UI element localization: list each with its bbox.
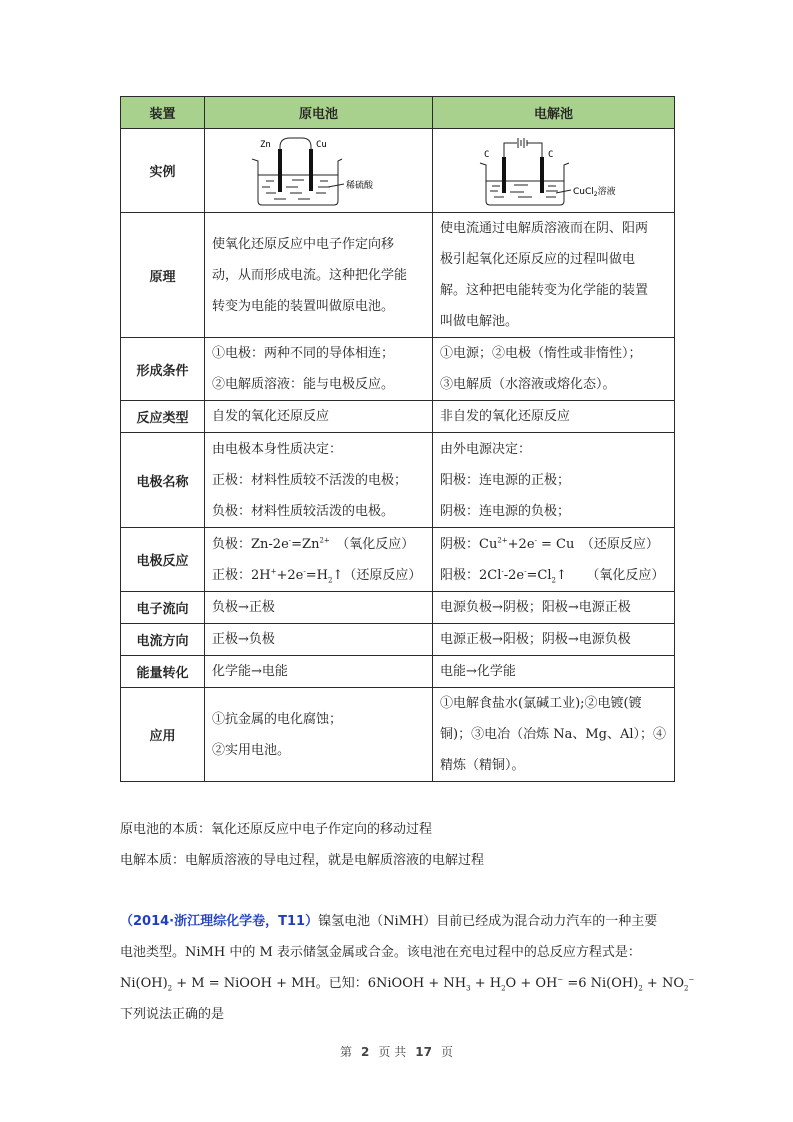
text-line: 精炼（精铜）。 xyxy=(440,758,525,773)
text-line: ②电解质溶液：能与电极反应。 xyxy=(212,377,395,392)
table-row-electrode-names xyxy=(121,433,675,528)
beaker xyxy=(480,163,569,205)
question-source: （2014·浙江理综化学卷，T11） xyxy=(120,914,319,929)
row-label: 电极名称 xyxy=(121,433,205,528)
header-galvanic-cell: 原电池 xyxy=(205,97,433,129)
row-label: 能量转化 xyxy=(121,656,205,688)
text-span: 镍氢电池（NiMH）目前已经成为混合动力汽车的一种主要 xyxy=(318,914,658,929)
footer-text: 第 xyxy=(340,1045,353,1059)
galvanic-electrode-names xyxy=(205,433,433,528)
text-line: 阴极：连电源的负极； xyxy=(440,503,571,519)
text-line: ③电解质（水溶液或熔化态）。 xyxy=(440,377,616,392)
row-label: 电流方向 xyxy=(121,624,205,656)
table-row-electron-flow xyxy=(121,592,675,624)
table-header-row xyxy=(121,97,675,129)
cu-label: Cu xyxy=(315,139,327,150)
text-line: 负极：材料性质较活泼的电极。 xyxy=(212,503,395,519)
header-device: 装置 xyxy=(121,97,205,129)
zn-label: Zn xyxy=(259,139,271,150)
cathode-reaction: 正极：$2H^++2e^-=H_2↑$（还原反应） xyxy=(212,567,422,585)
electrolysis-essence-note: 电解本质：电解质溶液的导电过程，就是电解质溶液的电解过程 xyxy=(120,853,485,868)
electrolytic-electrode-names xyxy=(433,433,675,528)
text-line: 解。这种把电能转变为化学能的装置 xyxy=(440,283,649,298)
row-label: 原理 xyxy=(121,213,205,338)
wire xyxy=(280,138,311,157)
footer-text: 页 xyxy=(440,1045,453,1059)
table-row-reaction-type xyxy=(121,401,675,433)
anode-reaction: 阳极：$2Cl^--2e^-=Cl_2↑$ （氧化反应） xyxy=(440,567,665,585)
electrolyte-label: 稀硫酸 xyxy=(345,180,373,191)
page-footer xyxy=(0,1043,793,1060)
galvanic-cell-illustration xyxy=(244,135,394,207)
galvanic-electrode-reactions xyxy=(205,528,433,592)
header-electrolytic-cell: 电解池 xyxy=(433,97,675,129)
text-line: 使氧化还原反应中电子作定向移 xyxy=(212,236,395,252)
text-line: 由电极本身性质决定： xyxy=(212,441,343,457)
question-line-2: 电池类型。NiMH 中的 M 表示储氢金属或合金。该电池在充电过程中的总反应方程式是： xyxy=(120,945,641,960)
electrolytic-electron-flow: 电源负极→阴极；阳极→电源正极 xyxy=(433,592,675,624)
anode-reaction: 负极：$Zn-2e^-=Zn^{2+}$ （氧化反应） xyxy=(212,536,415,552)
electrolytic-conditions xyxy=(433,338,675,401)
electrolytic-electrode-reactions xyxy=(433,528,675,592)
electrolytic-energy-conversion: 电能→化学能 xyxy=(433,656,675,688)
text-line: ②实用电池。 xyxy=(212,742,291,758)
page-number: 2 xyxy=(361,1045,370,1059)
row-label: 电子流向 xyxy=(121,592,205,624)
solution-lines xyxy=(262,180,344,199)
table-row-current-direction xyxy=(121,624,675,656)
galvanic-cell-diagram xyxy=(205,129,433,213)
comparison-table xyxy=(120,96,675,782)
footer-text: 页 共 xyxy=(378,1045,407,1059)
electrolytic-applications xyxy=(433,688,675,782)
text-line: 阳极：连电源的正极； xyxy=(440,472,571,488)
text-line: 使电流通过电解质溶液而在阴、阳两 xyxy=(440,221,649,236)
question-prompt: 下列说法正确的是 xyxy=(120,1007,225,1022)
row-label: 应用 xyxy=(121,688,205,782)
galvanic-current-direction: 正极→负极 xyxy=(205,624,433,656)
text-line: 动，从而形成电流。这种把化学能 xyxy=(212,267,408,283)
galvanic-energy-conversion: 化学能→电能 xyxy=(205,656,433,688)
zn-electrode xyxy=(278,149,282,192)
electrolytic-cell-illustration xyxy=(474,135,634,207)
table-row-conditions xyxy=(121,338,675,401)
electrolyte-label: CuCl$_2$溶液 xyxy=(572,186,616,198)
text-line: ①电极：两种不同的导体相连； xyxy=(212,346,395,361)
text-line: ①抗金属的电化腐蚀； xyxy=(212,711,343,727)
left-carbon-electrode xyxy=(502,157,506,193)
galvanic-essence-note: 原电池的本质：氧化还原反应中电子作定向的移动过程 xyxy=(120,822,433,837)
row-label: 电极反应 xyxy=(121,528,205,592)
text-line: ①电解食盐水(氯碱工业);②电镀(镀 xyxy=(440,696,642,711)
table-row-electrode-reactions xyxy=(121,528,675,592)
galvanic-reaction-type: 自发的氧化还原反应 xyxy=(205,401,433,433)
text-line: 铜)；③电冶（冶炼 Na、Mg、Al）；④ xyxy=(440,727,667,742)
row-label: 实例 xyxy=(121,129,205,213)
electrolytic-cell-diagram xyxy=(433,129,675,213)
text-line: 极引起氧化还原反应的过程叫做电 xyxy=(440,252,636,267)
row-label: 形成条件 xyxy=(121,338,205,401)
electrolytic-principle xyxy=(433,213,675,338)
total-pages: 17 xyxy=(415,1045,432,1059)
right-carbon-electrode xyxy=(540,157,544,193)
left-c-label: C xyxy=(483,149,489,160)
question-equation: $Ni(OH)_2 + M$ = NiOOH + MH。已知：6NiOOH + $NH_3 + H_2O + OH^- =6$ $Ni(OH)_2 + NO_2^-$ xyxy=(120,975,695,993)
galvanic-principle xyxy=(205,213,433,338)
table-row-principle xyxy=(121,213,675,338)
text-line: 叫做电解池。 xyxy=(440,314,519,329)
table-row-applications xyxy=(121,688,675,782)
cathode-reaction: 阴极：$Cu^{2+}+2e^- = Cu$ （还原反应） xyxy=(440,536,659,552)
beaker xyxy=(252,159,342,205)
galvanic-electron-flow: 负极→正极 xyxy=(205,592,433,624)
text-line: ①电源；②电极（惰性或非惰性）； xyxy=(440,346,642,361)
table-row-energy-conversion xyxy=(121,656,675,688)
electrolytic-current-direction: 电源正极→阳极；阴极→电源负极 xyxy=(433,624,675,656)
electrolytic-reaction-type: 非自发的氧化还原反应 xyxy=(433,401,675,433)
text-line: 转变为电能的装置叫做原电池。 xyxy=(212,298,395,314)
right-c-label: C xyxy=(547,149,553,160)
question-line-1 xyxy=(120,910,657,929)
cu-electrode xyxy=(309,149,313,191)
galvanic-applications xyxy=(205,688,433,782)
text-line: 由外电源决定： xyxy=(440,441,532,457)
text-line: 正极：材料性质较不活泼的电极； xyxy=(212,472,408,488)
battery-circuit xyxy=(504,138,542,157)
row-label: 反应类型 xyxy=(121,401,205,433)
table-row-example xyxy=(121,129,675,213)
galvanic-conditions xyxy=(205,338,433,401)
